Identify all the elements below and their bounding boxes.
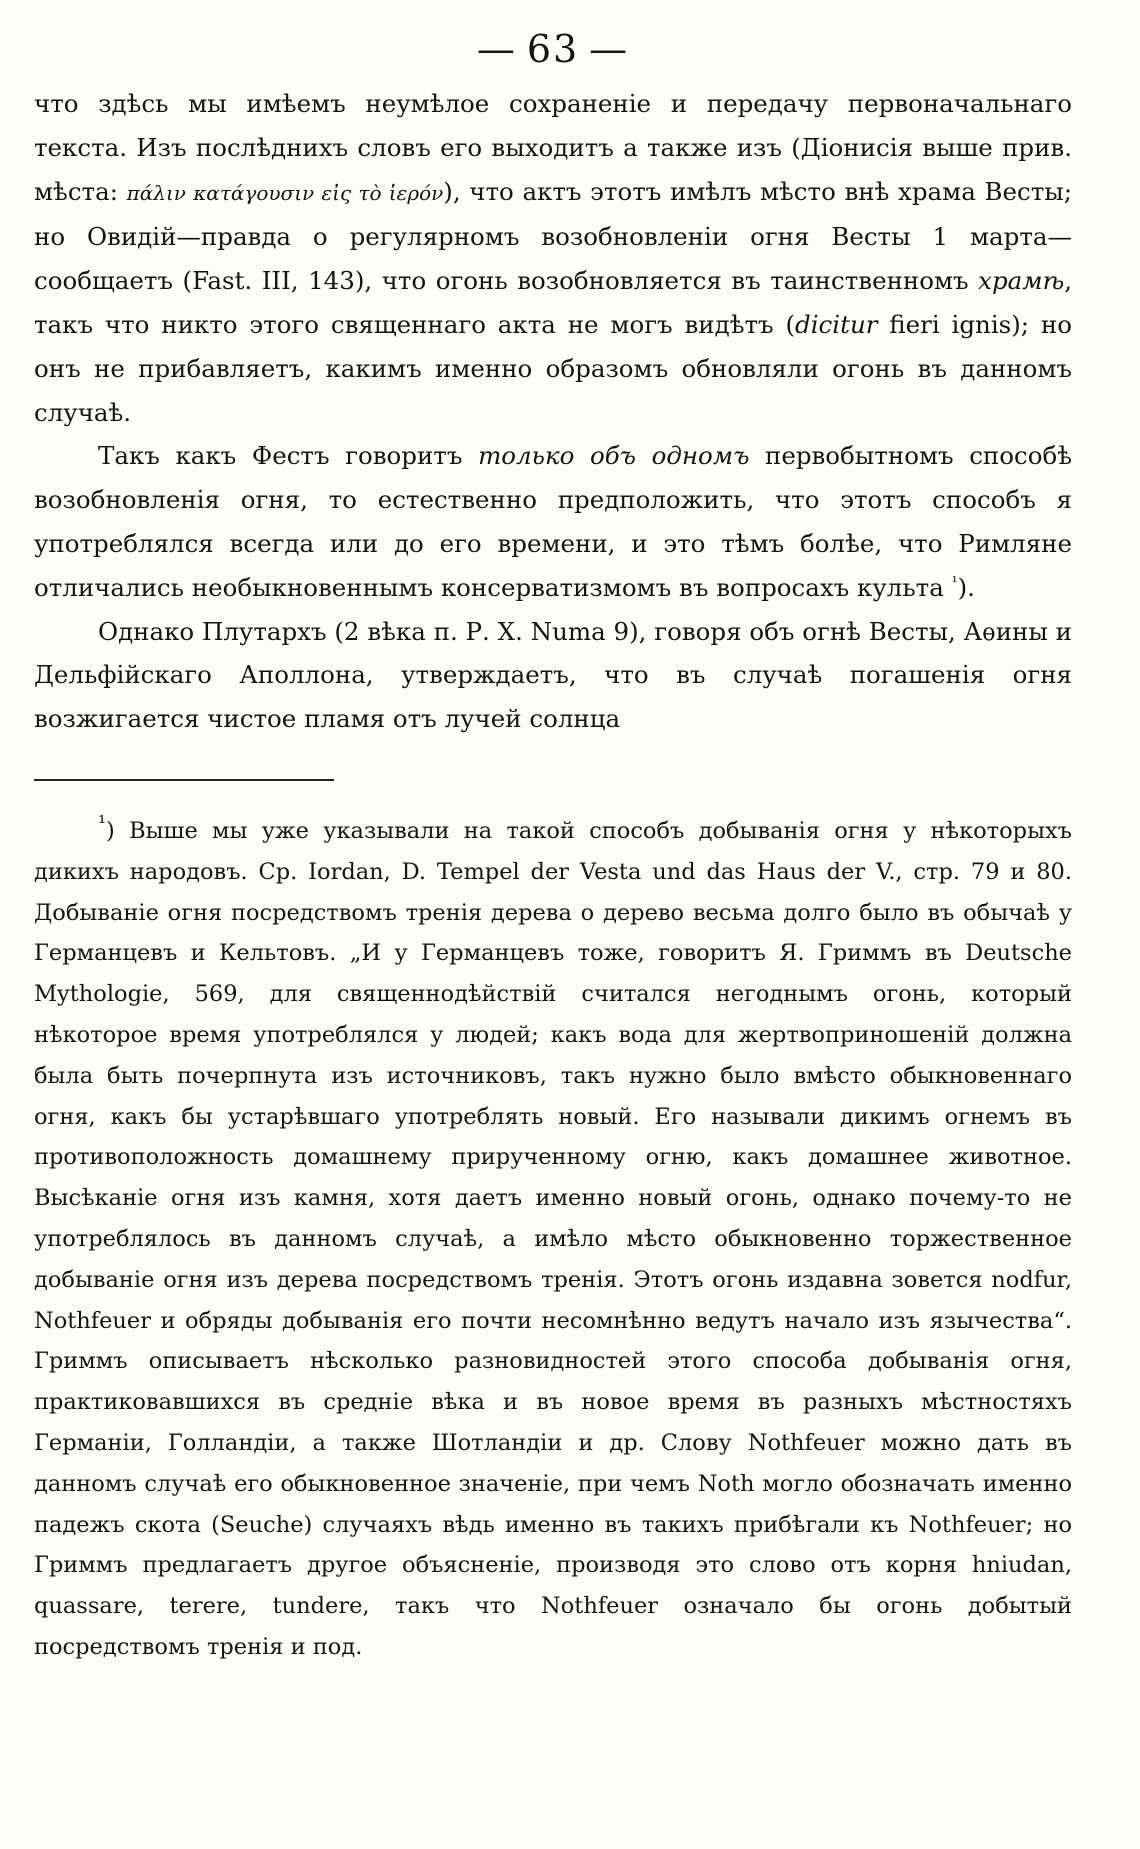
- footnote-text: ) Выше мы уже указывали на такой способъ добыванія огня у нѣкоторыхъ дикихъ народовъ. Ср. Iordan, D. Tempel der Vesta und das Haus der V., стр. 79 и 80. Добываніе огня посредствомъ тренія дерева о дерево весьма долго было въ обычаѣ у Германцевъ и Кельтовъ. „И у Германцевъ тоже, говоритъ Я. Гриммъ въ Deutsche Mythologie, 569, для священнодѣйствій считался негоднымъ огонь, который нѣкоторое время употреблялся у людей; какъ вода для жертвоприношеній должна была быть почерпнута изъ источниковъ, такъ нужно было вмѣсто обыкновеннаго огня, какъ бы устарѣвшаго употреблять новый. Его называли дикимъ огнемъ въ противоположность домашнему прирученному огню, какъ домашнее животное. Высѣканіе огня изъ камня, хотя даетъ именно новый огонь, однако почему-то не употреблялось въ данномъ случаѣ, а имѣло мѣсто обыкновенно торжественное добываніе огня изъ дерева посредствомъ тренія. Этотъ огонь издавна зовется nodfur, Nothfeuer и обряды добыванія его почти несомнѣнно ведутъ начало изъ язычества“. Гриммъ описываетъ нѣсколько разновидностей этого способа добыванія огня, практиковавшихся въ средніе вѣка и въ новое время въ разныхъ мѣстностяхъ Германіи, Голландіи, а также Шотландіи и др. Слову Nothfeuer можно дать въ данномъ случаѣ его обыкновенное значеніе, при чемъ Noth могло обозначать именно падежъ скота (Seuche) случаяхъ вѣдь именно въ такихъ прибѣгали къ Nothfeuer; но Гриммъ предлагаетъ другое объясненіе, производя это слово отъ корня hniudan, quassare, terere, tundere, такъ что Nothfeuer означало бы огонь добытый посредствомъ тренія и под.: [34, 817, 1072, 1660]
- text-run: fieri ignis); но онъ не прибавляетъ, какимъ именно образомъ обновляли огонь въ данномъ случаѣ.: [34, 309, 1072, 427]
- greek-quotation: πάλιν κατάγουσιν εἰς τὸ ἱερόν: [126, 180, 444, 205]
- text-run: , такъ что никто этого священнаго акта не могъ видѣтъ (: [34, 266, 1072, 339]
- text-run: что здѣсь мы имѣемъ неумѣлое сохраненіе и передачу первоначальнаго текста. Изъ послѣднихъ словъ его выходитъ а также изъ (Діонисія выше прив. мѣста:: [34, 89, 1072, 206]
- text-run: ), что актъ этотъ имѣлъ мѣсто внѣ храма Весты; но Овидій—правда о регулярномъ возобновленіи огня Весты 1 марта—сообщаетъ (Fast. III, 143), что огонь возобновляется въ таинственномъ: [34, 176, 1073, 296]
- text-run: первобытномъ способѣ возобновленія огня, то естественно предположить, что этотъ способъ я употреблялся всегда или до его времени, и это тѣмъ болѣе, что Римляне отличались необыкновеннымъ консерватизмомъ въ вопросахъ культа: [34, 441, 1072, 602]
- page-number: [34, 24, 1072, 74]
- footnote-reference: ¹: [951, 572, 958, 591]
- document-page: [34, 24, 1072, 1668]
- text-run: Однако Плутархъ (2 вѣка п. Р. Х. Numa 9), говоря объ огнѣ Весты, Аѳины и Дельфійскаго Аполлона, утверждаетъ, что въ случаѣ погашенія огня возжигается чистое пламя отъ лучей солнца: [34, 616, 1072, 734]
- footnote: [34, 811, 1072, 1668]
- page-number-dash-right: —: [589, 27, 630, 71]
- italic-emphasis: dicitur: [795, 309, 878, 339]
- italic-emphasis: храмѣ: [978, 266, 1065, 296]
- body-paragraph: [34, 82, 1072, 434]
- body-text: [34, 82, 1072, 741]
- text-run: ).: [957, 572, 975, 602]
- italic-emphasis: только объ одномъ: [478, 441, 750, 471]
- body-paragraph: [34, 610, 1072, 741]
- body-paragraph: [34, 434, 1072, 609]
- footnote-paragraph: [34, 811, 1072, 1668]
- page-number-dash-left: —: [476, 27, 517, 71]
- text-run: Такъ какъ Фестъ говоритъ: [98, 441, 479, 471]
- footnote-marker: ¹: [98, 810, 107, 835]
- page-number-value: 63: [526, 27, 580, 71]
- footnote-divider: [34, 779, 334, 781]
